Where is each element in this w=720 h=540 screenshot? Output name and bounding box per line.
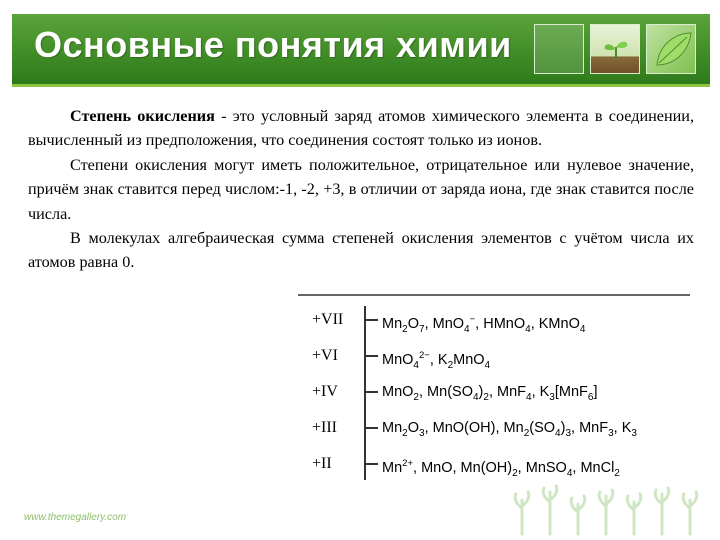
compound-formula: $K_3$ — [621, 420, 637, 439]
definition-text: - это условный заряд атомов химического элемента в соединении, вычисленный из предположения, что соединения состоят только из ионов. — [28, 107, 694, 150]
compound-formula: $Mn_2O_7$ — [382, 315, 425, 335]
manganese-oxidation-states-figure — [298, 294, 690, 484]
compound-list: MnO$_4^{2-}$, $K_2MnO_4$ — [382, 350, 491, 371]
axis-tick — [364, 427, 378, 429]
oxidation-state-label: +VI — [312, 347, 338, 364]
header-band — [12, 14, 710, 87]
compound-formula: $Mn(OH)_2$ — [460, 459, 518, 479]
figure-row — [298, 416, 690, 440]
figure-row — [298, 344, 690, 371]
compound-formula: $Mn(SO_4)_2$ — [427, 384, 489, 403]
compound-formula: $Mn^{2+}$ — [382, 458, 413, 476]
compound-formula: MnO — [421, 459, 453, 476]
axis-tick — [364, 355, 378, 357]
compound-formula: MnO$_2$ — [382, 384, 419, 403]
term-oxidation-state: Степень окисления — [70, 107, 215, 125]
leaf-thumbnail — [646, 24, 696, 74]
sum-paragraph: В молекулах алгебраическая сумма степеней окисления элементов с учётом числа их атомов равна 0. — [28, 229, 694, 272]
definition-paragraph — [28, 104, 694, 153]
figure-row — [298, 452, 690, 479]
compound-formula: MnO(OH) — [432, 420, 496, 436]
sprout-thumbnail — [590, 24, 640, 74]
compound-formula: MnO$_4^{2-}$ — [382, 350, 430, 371]
compound-formula: MnCl$_2$ — [580, 459, 620, 479]
compound-formula: $Mn_2(SO_4)_3$ — [503, 420, 571, 439]
footer-url: www.themegallery.com — [24, 512, 127, 523]
axis-tick — [364, 463, 378, 465]
figure-row — [298, 380, 690, 404]
compound-list: $Mn_2O_7$, MnO$_4$−, HMnO$_4$, KMnO$_4$ — [382, 314, 586, 335]
axis-tick — [364, 319, 378, 321]
compound-formula: MnO$_4$− — [432, 314, 476, 335]
body-text — [28, 104, 694, 275]
oxidation-state-label: +IV — [312, 383, 338, 400]
figure-row — [298, 308, 690, 335]
axis-tick — [364, 391, 378, 393]
header-thumbnail-blank — [534, 24, 584, 74]
compound-formula: $K_3[MnF_6]$ — [539, 384, 598, 403]
compound-list: MnO$_2$, $Mn(SO_4)_2$, MnF$_4$, $K_3[MnF_6]$ — [382, 384, 598, 403]
sprout-icon — [591, 25, 640, 74]
compound-formula: KMnO$_4$ — [538, 315, 586, 335]
leaf-icon — [647, 25, 696, 74]
compound-formula: MnSO$_4$ — [525, 459, 573, 479]
compound-formula: MnF$_3$ — [579, 420, 614, 439]
oxidation-state-label: +VII — [312, 311, 344, 328]
header-thumbnails — [534, 24, 696, 74]
plants-decoration-icon — [510, 474, 715, 536]
compound-formula: $K_2MnO_4$ — [437, 351, 491, 371]
oxidation-state-label: +III — [312, 419, 338, 436]
sign-paragraph: Степени окисления могут иметь положительное, отрицательное или нулевое значение, причём знак ставится перед числом:-1, -2, +3, в отличии от заряда иона, где знак ставится после числа. — [28, 155, 694, 223]
compound-formula: HMnO$_4$ — [483, 315, 531, 335]
figure-top-rule — [298, 294, 690, 296]
compound-formula: $Mn_2O_3$ — [382, 420, 425, 439]
compound-list: $Mn_2O_3$, MnO(OH), $Mn_2(SO_4)_3$, MnF$_3$, $K_3$ — [382, 420, 637, 439]
compound-formula: MnF$_4$ — [497, 384, 532, 403]
oxidation-state-label: +II — [312, 455, 332, 472]
compound-list: $Mn^{2+}$, MnO, $Mn(OH)_2$, MnSO$_4$, MnCl$_2$ — [382, 458, 620, 479]
page-title: Основные понятия химии — [34, 24, 512, 65]
